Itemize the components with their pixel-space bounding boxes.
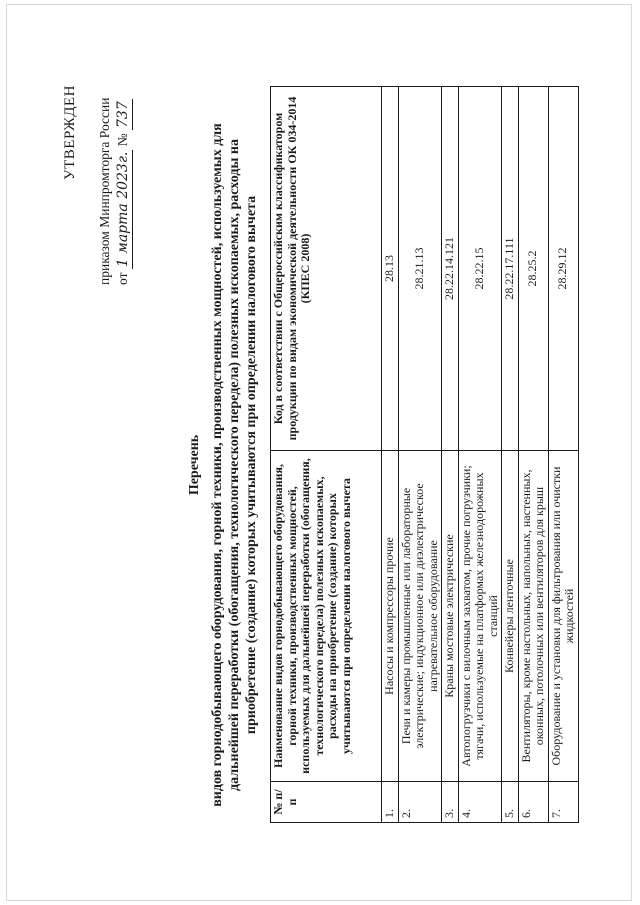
table-row — [502, 87, 519, 823]
row-num: 1. — [382, 782, 399, 823]
row-num: 4. — [458, 782, 502, 823]
row-num: 6. — [518, 782, 548, 823]
from-prefix: от — [115, 272, 130, 285]
row-code: 28.22.14.121 — [442, 87, 459, 451]
document-title — [186, 105, 260, 825]
header-code: Код в соответствии с Общероссийским классификатором продукции по видам экономической деятельности ОК 034-2014 (КПЕС 2008) — [271, 87, 382, 451]
row-num: 3. — [442, 782, 459, 823]
row-code: 28.22.15 — [458, 87, 502, 451]
equipment-table — [270, 86, 579, 823]
table-row — [458, 87, 502, 823]
row-code: 28.13 — [382, 87, 399, 451]
row-name: Печи и камеры промышленные или лабораторные электрические; индукционное или диэлектрическое нагревательное оборудование — [398, 451, 442, 782]
row-name: Вентиляторы, кроме настольных, напольных, настенных, оконных, потолочных или вентиляторов для крыш — [518, 451, 548, 782]
row-code: 28.29.12 — [548, 87, 578, 451]
row-name: Оборудование и установки для фильтрования или очистки жидкостей — [548, 451, 578, 782]
table-row — [442, 87, 459, 823]
title-main: Перечень — [187, 434, 202, 496]
approval-line-date — [114, 45, 133, 285]
row-num: 2. — [398, 782, 442, 823]
header-num: № п/п — [271, 782, 382, 823]
row-code: 28.22.17.111 — [502, 87, 519, 451]
row-num: 5. — [502, 782, 519, 823]
table-row — [398, 87, 442, 823]
row-name: Автопогрузчики с вилочным захватом, прочие погрузчики; тягачи, используемые на платформах железнодорожных станций — [458, 451, 502, 782]
row-name: Конвейеры ленточные — [502, 451, 519, 782]
row-code: 28.21.13 — [398, 87, 442, 451]
approval-stamp: УТВЕРЖДЕН — [62, 85, 78, 180]
number-prefix: № — [115, 133, 130, 147]
handwritten-number: 737 — [115, 101, 131, 128]
row-code: 28.25.2 — [518, 87, 548, 451]
table-row — [548, 87, 578, 823]
header-name: Наименование видов горнодобывающего оборудования, горной техники, производственных мощностей, используемых для дальнейшей переработки (обогащения, технологического передела) полезных ископаемых, расходы на приобретение (создание) которых учитываются при определении налогового вычета — [271, 451, 382, 782]
row-num: 7. — [548, 782, 578, 823]
approval-line-order: приказом Минпромторга России — [97, 97, 112, 285]
handwritten-date: 1 марта 2023г. — [115, 151, 131, 268]
title-subtitle: видов горнодобывающего оборудования, горной техники, производственных мощностей, используемых для дальнейшей переработки (обогащения, технологического передела) полезных ископаемых, расходы на приобретение (создание) которых учитываются при определении налогового вычета — [210, 123, 259, 807]
row-name: Насосы и компрессоры прочие — [382, 451, 399, 782]
table-row — [518, 87, 548, 823]
approval-block — [96, 45, 133, 285]
table-row — [382, 87, 399, 823]
row-name: Краны мостовые электрические — [442, 451, 459, 782]
table-header-row — [271, 87, 382, 823]
